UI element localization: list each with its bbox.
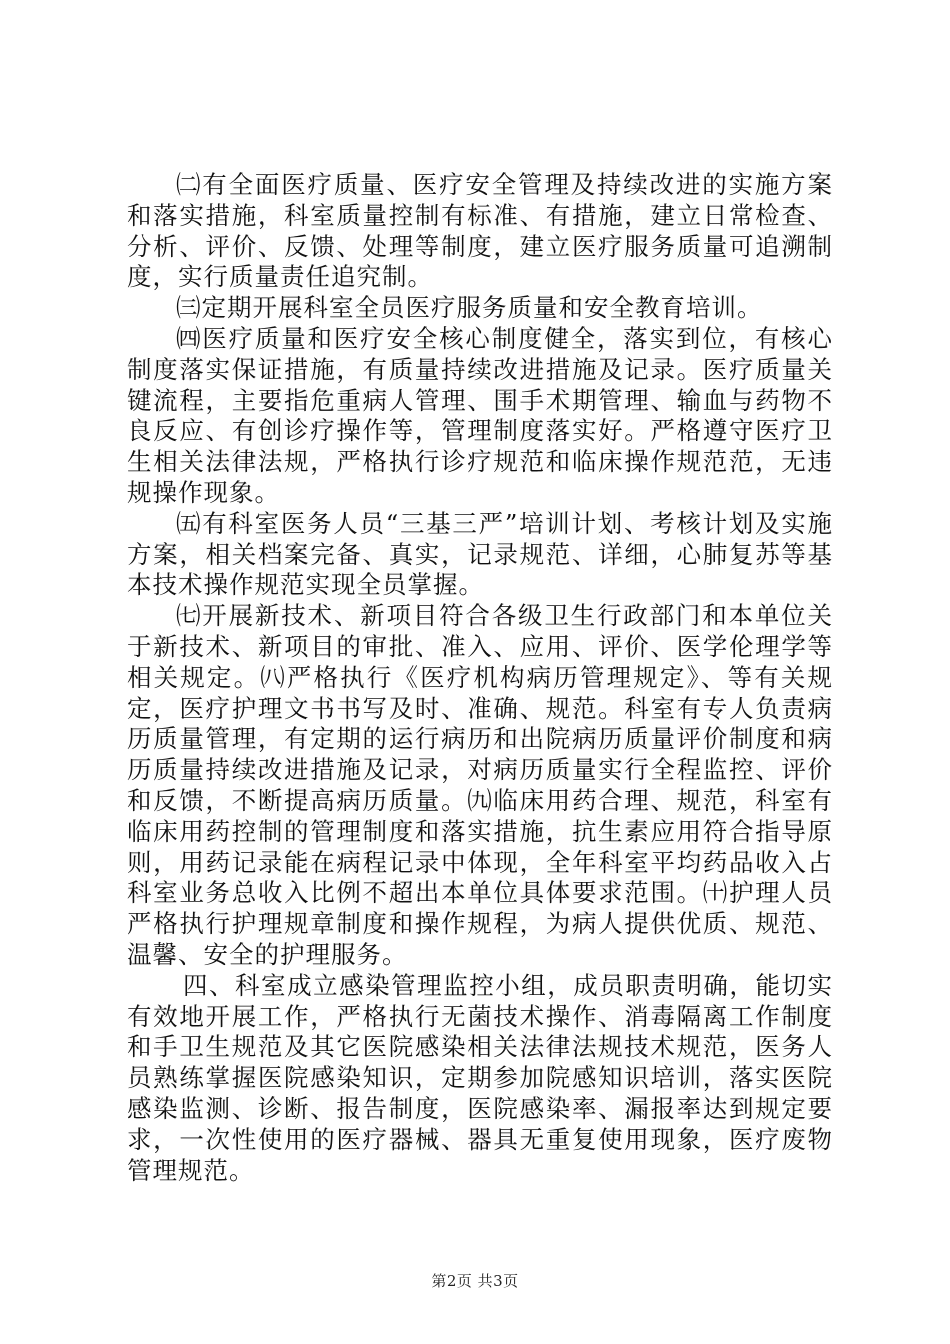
document-body (127, 170, 833, 1186)
page-number-footer: 第2页 共3页 (431, 1272, 519, 1290)
paragraph-three-basics: ㈤有科室医务人员“三基三严”培训计划、考核计划及实施方案，相关档案完备、真实，记录规范、详细，心肺复苏等基本技术操作规范实现全员掌握。 (127, 508, 833, 600)
paragraph-quality-plan: ㈡有全面医疗质量、医疗安全管理及持续改进的实施方案和落实措施，科室质量控制有标准、有措施，建立日常检查、分析、评价、反馈、处理等制度，建立医疗服务质量可追溯制度，实行质量责任追究制。 (127, 170, 833, 292)
paragraph-new-technology: ㈦开展新技术、新项目符合各级卫生行政部门和本单位关于新技术、新项目的审批、准入、应用、评价、医学伦理学等相关规定。㈧严格执行《医疗机构病历管理规定》、等有关规定，医疗护理文书书写及时、准确、规范。科室有专人负责病历质量管理，有定期的运行病历和出院病历质量评价制度和病历质量持续改进措施及记录，对病历质量实行全程监控、评价和反馈，不断提高病历质量。㈨临床用药合理、规范，科室有临床用药控制的管理制度和落实措施，抗生素应用符合指导原则，用药记录能在病程记录中体现，全年科室平均药品收入占科室业务总收入比例不超出本单位具体要求范围。㈩护理人员严格执行护理规章制度和操作规程，为病人提供优质、规范、温馨、安全的护理服务。 (127, 601, 833, 969)
paragraph-infection-control: 四、科室成立感染管理监控小组，成员职责明确，能切实有效地开展工作，严格执行无菌技术操作、消毒隔离工作制度和手卫生规范及其它医院感染相关法律法规技术规范，医务人员熟练掌握医院感染知识，定期参加院感知识培训，落实医院感染监测、诊断、报告制度，医院感染率、漏报率达到规定要求，一次性使用的医疗器械、器具无重复使用现象，医疗废物管理规范。 (127, 970, 833, 1185)
paragraph-training: ㈢定期开展科室全员医疗服务质量和安全教育培训。 (176, 293, 763, 323)
paragraph-core-system: ㈣医疗质量和医疗安全核心制度健全，落实到位，有核心制度落实保证措施，有质量持续改进措施及记录。医疗质量关键流程，主要指危重病人管理、围手术期管理、输血与药物不良反应、有创诊疗操作等，管理制度落实好。严格遵守医疗卫生相关法律法规，严格执行诊疗规范和临床操作规范范，无违规操作现象。 (127, 323, 833, 507)
